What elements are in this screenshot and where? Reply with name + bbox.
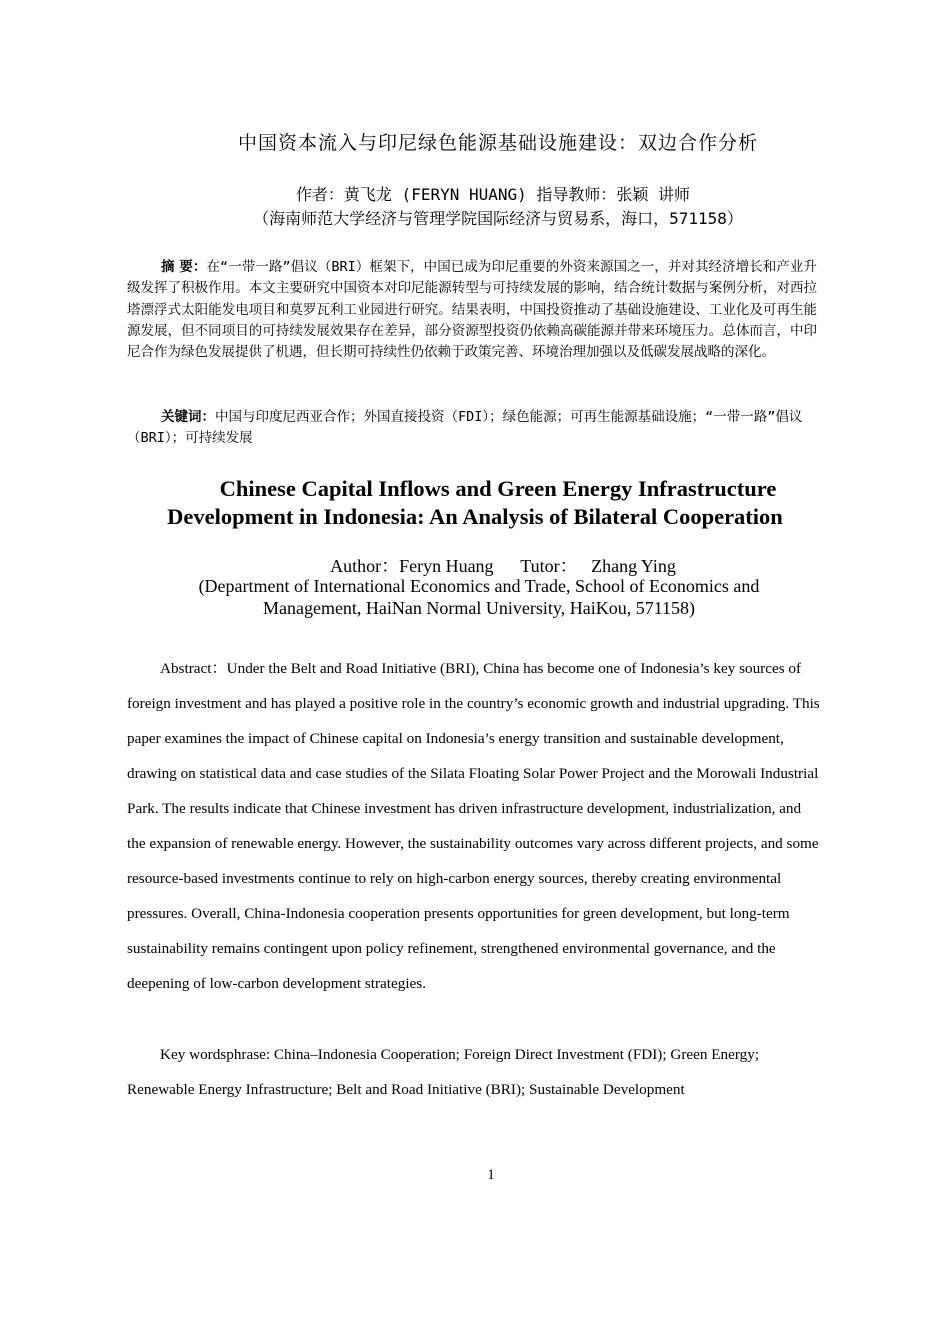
chinese-title: 中国资本流入与印尼绿色能源基础设施建设：双边合作分析 [237,132,758,154]
chinese-abstract-text: 在“一带一路”倡议（BRI）框架下，中国已成为印尼重要的外资来源国之一，并对其经济增长和产业升级发挥了积极作用。本文主要研究中国资本对印尼能源转型与可持续发展的影响，结合统计数据与案例分析，对西拉塔漂浮式太阳能发电项目和莫罗瓦利工业园进行研究。结果表明，中国投资推动了基础设施建设、工业化及可再生能源发展，但不同项目的可持续发展效果存在差异，部分资源型投资仍依赖高碳能源并带来环境压力。总体而言，中印尼合作为绿色发展提供了机遇，但长期可持续性仍依赖于政策完善、环境治理加强以及低碳发展战略的深化。 [127,259,817,361]
english-keywords-label: Key wordsphrase: [160,1046,274,1063]
chinese-author-line: 作者：黄飞龙 (FERYN HUANG) 指导教师：张颖 讲师 [295,185,691,204]
english-keywords [127,1037,827,1107]
english-affiliation-line-1: (Department of International Economics and Trade, School of Economics and [198,576,760,596]
english-abstract-text: Under the Belt and Road Initiative (BRI), China has become one of Indonesia’s key sources of foreign investment and has played a positive role in the country’s economic growth and industrial upgrading. This paper examines the impact of Chinese capital on Indonesia’s energy transition and sustainable development, drawing on statistical data and case studies of the Silata Floating Solar Power Project and the Morowali Industrial Park. The results indicate that Chinese investment has driven infrastructure development, industrialization, and the expansion of renewable energy. However, the sustainability outcomes vary across different projects, and some resource-based investments continue to rely on high-carbon energy sources, thereby creating environmental pressures. Overall, China-Indonesia cooperation presents opportunities for green development, but long-term sustainability remains contingent upon policy refinement, strengthened environmental governance, and the deepening of low-carbon development strategies. [127,660,820,992]
english-affiliation [0,575,950,619]
chinese-abstract-label: 摘 要： [161,259,207,275]
english-abstract [127,651,821,1001]
english-affiliation-line-2: Management, HaiNan Normal University, HaiKou, 571158) [262,598,696,618]
chinese-affiliation: （海南师范大学经济与管理学院国际经济与贸易系，海口，571158） [253,209,743,228]
page-number: 1 [487,1167,495,1183]
chinese-keywords-label: 关键词： [161,409,215,425]
english-abstract-label: Abstract： [160,660,227,677]
english-title-line-2: Development in Indonesia: An Analysis of Bilateral Cooperation [167,503,783,529]
english-author-line: Author：Feryn Huang Tutor： Zhang Ying [330,556,676,576]
chinese-abstract [127,257,817,363]
english-title-line-1: Chinese Capital Inflows and Green Energy Infrastructure [219,476,777,501]
chinese-keywords-text: 中国与印度尼西亚合作；外国直接投资（FDI）；绿色能源；可再生能源基础设施；“一带一路”倡议（BRI）；可持续发展 [127,409,803,447]
chinese-keywords [127,407,817,450]
english-title [0,475,950,530]
english-keywords-text: China–Indonesia Cooperation; Foreign Direct Investment (FDI); Green Energy; Renewable Energy Infrastructure; Belt and Road Initiative (BRI); Sustainable Development [127,1046,760,1098]
